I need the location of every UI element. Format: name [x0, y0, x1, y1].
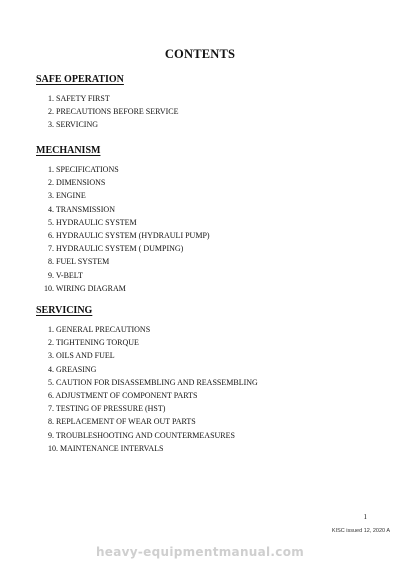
section-servicing: [36, 305, 366, 455]
list-item: 7. HYDRAULIC SYSTEM ( DUMPING): [48, 244, 184, 254]
issue-note: KISC issued 12, 2020 A: [331, 528, 390, 534]
list-item: 1. SAFETY FIRST: [48, 94, 110, 103]
section-heading: SAFE OPERATION: [36, 74, 124, 85]
list-item: 10. MAINTENANCE INTERVALS: [48, 443, 164, 453]
section-safe-operation: [36, 74, 366, 132]
list-item: 9. V-BELT: [48, 270, 83, 280]
list-item: 5. HYDRAULIC SYSTEM: [48, 217, 137, 227]
list-item: 8. FUEL SYSTEM: [48, 257, 110, 267]
section-item-list: [36, 92, 366, 132]
list-item: 5. CAUTION FOR DISASSEMBLING AND REASSEMBLING: [48, 377, 258, 387]
list-item: 6. HYDRAULIC SYSTEM (HYDRAULI PUMP): [48, 231, 210, 241]
list-item: 9. TROUBLESHOOTING AND COUNTERMEASURES: [48, 430, 235, 440]
list-item: 2. DIMENSIONS: [48, 178, 106, 188]
watermark-text: heavy-equipmentmanual.com: [95, 545, 305, 559]
list-item: 8. REPLACEMENT OF WEAR OUT PARTS: [48, 417, 196, 427]
page-number: 1: [363, 513, 367, 521]
list-item: 2. PRECAUTIONS BEFORE SERVICE: [48, 107, 179, 117]
list-item: 1. GENERAL PRECAUTIONS: [48, 325, 151, 334]
section-heading: MECHANISM: [36, 145, 101, 156]
page-title: CONTENTS: [164, 47, 236, 61]
list-item: 3. SERVICING: [48, 120, 99, 130]
section-item-list: [36, 323, 366, 455]
list-item: 1. SPECIFICATIONS: [48, 165, 119, 174]
list-item: 7. TESTING OF PRESSURE (HST): [48, 404, 166, 414]
list-item: 4. TRANSMISSION: [48, 204, 115, 214]
section-item-list: [36, 163, 366, 295]
list-item: 2. TIGHTENING TORQUE: [48, 338, 139, 348]
section-heading: SERVICING: [36, 305, 93, 316]
list-item: 6. ADJUSTMENT OF COMPONENT PARTS: [48, 391, 198, 401]
list-item: 4. GREASING: [48, 364, 97, 374]
list-item: 10. WIRING DIAGRAM: [44, 283, 126, 293]
list-item: 3. OILS AND FUEL: [48, 351, 115, 361]
section-mechanism: [36, 145, 366, 295]
list-item: 3. ENGINE: [48, 191, 86, 201]
